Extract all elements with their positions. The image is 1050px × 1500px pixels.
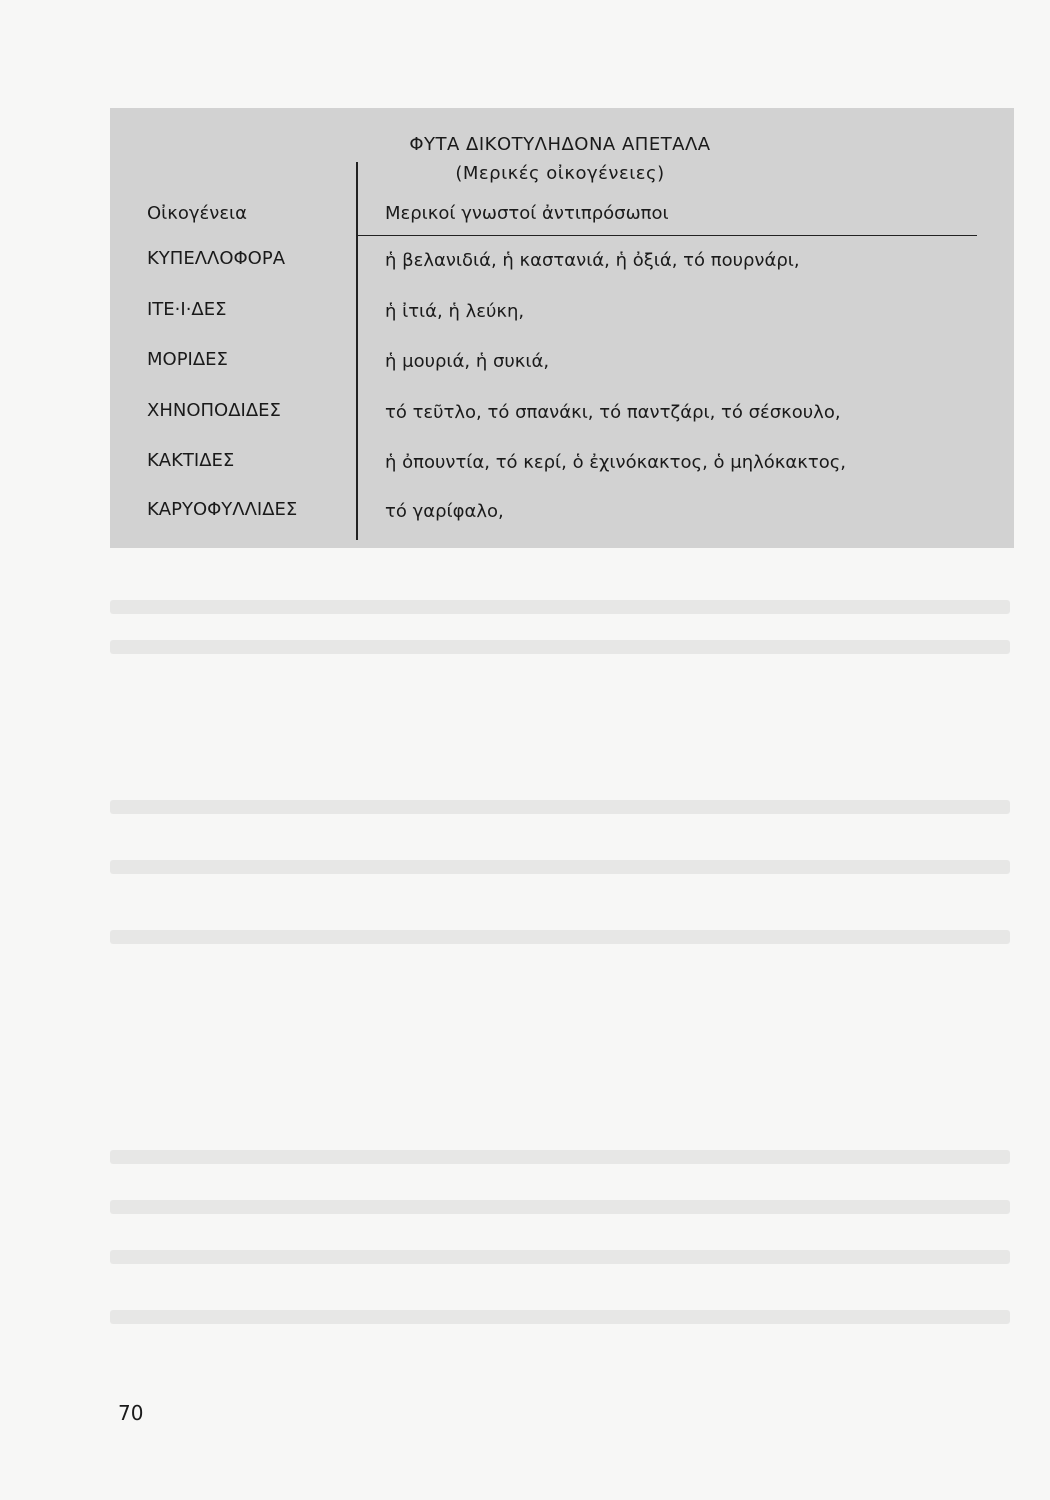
table-row-family: ΚΑΚΤΙΔΕΣ — [147, 450, 235, 471]
table-subtitle: (Μερικές οἰκογένειες) — [455, 163, 665, 184]
bleed-through — [110, 600, 1010, 614]
column-divider — [356, 162, 358, 540]
table-row-representatives: ἡ ἰτιά, ἡ λεύκη, — [385, 301, 525, 322]
header-rule — [357, 235, 977, 236]
table-row-representatives: τό γαρίφαλο, — [385, 501, 504, 522]
bleed-through — [110, 930, 1010, 944]
table-row-family: ΙΤΕ·Ι·ΔΕΣ — [147, 299, 227, 320]
table-row-family: ΚΑΡΥΟΦΥΛΛΙΔΕΣ — [147, 499, 298, 520]
table-row-representatives: ἡ βελανιδιά, ἡ καστανιά, ἡ ὀξιά, τό πουρνάρι, — [385, 250, 800, 271]
page-number: 70 — [118, 1401, 144, 1425]
bleed-through — [110, 1200, 1010, 1214]
bleed-through — [110, 640, 1010, 654]
table-row-representatives: ἡ ὀπουντία, τό κερί, ὁ ἐχινόκακτος, ὁ μηλόκακτος, — [385, 452, 847, 473]
table-row-family: ΜΟΡΙΔΕΣ — [147, 349, 228, 370]
bleed-through — [110, 1150, 1010, 1164]
column-header-representatives: Μερικοί γνωστοί ἀντιπρόσωποι — [385, 203, 669, 224]
bleed-through — [110, 1310, 1010, 1324]
bleed-through — [110, 860, 1010, 874]
bleed-through — [110, 800, 1010, 814]
table-row-family: ΚΥΠΕΛΛΟΦΟΡΑ — [147, 248, 286, 269]
column-header-family: Οἰκογένεια — [147, 203, 248, 224]
bleed-through — [110, 1250, 1010, 1264]
table-title: ΦΥΤΑ ΔΙΚΟΤΥΛΗΔΟΝΑ ΑΠΕΤΑΛΑ — [409, 134, 711, 155]
table-header — [355, 128, 765, 186]
table-row-representatives: τό τεῦτλο, τό σπανάκι, τό παντζάρι, τό σέσκουλο, — [385, 402, 841, 423]
table-row-family: ΧΗΝΟΠΟΔΙΔΕΣ — [147, 400, 281, 421]
table-row-representatives: ἡ μουριά, ἡ συκιά, — [385, 351, 550, 372]
